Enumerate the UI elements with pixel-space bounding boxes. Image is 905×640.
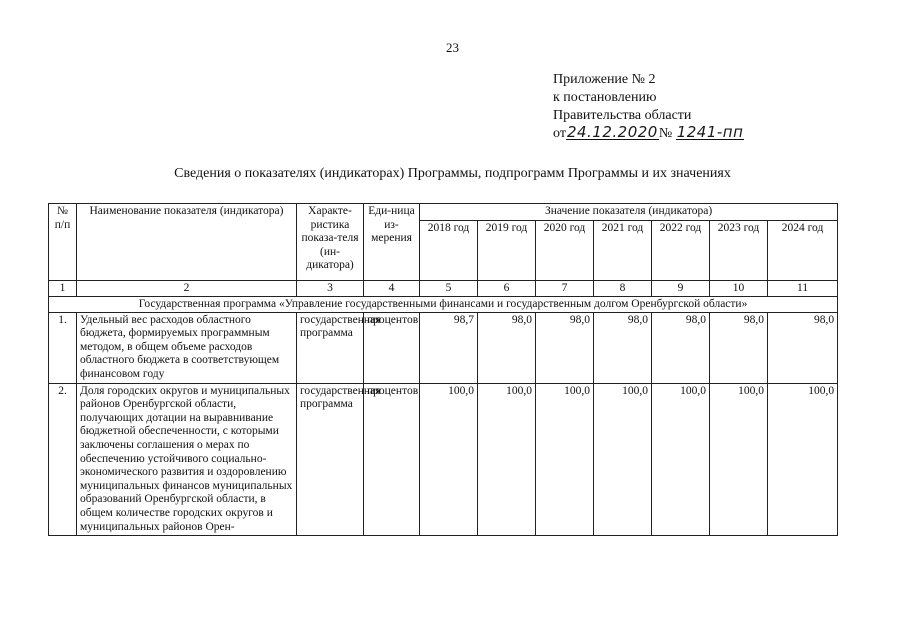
handwritten-number: 1241-пп — [676, 123, 744, 141]
column-number: 11 — [768, 280, 838, 296]
indicators-table — [48, 203, 838, 536]
table-row — [49, 312, 838, 383]
appendix-number-sign: № — [658, 126, 673, 141]
column-number-row — [49, 280, 838, 296]
indicator-value: 98,0 — [768, 312, 838, 383]
appendix-date-line — [553, 125, 744, 143]
indicator-name: Удельный вес расходов областного бюджета, формируемых программным методом, в общем объеме расходов областного бюджета в соответствующем финансовом году — [77, 312, 297, 383]
column-number: 2 — [77, 280, 297, 296]
indicator-value: 100,0 — [594, 383, 652, 536]
appendix-from-prefix: от — [553, 126, 566, 141]
indicator-value: 100,0 — [768, 383, 838, 536]
column-number: 3 — [297, 280, 364, 296]
header-no: № п/п — [49, 204, 77, 281]
section-title: Государственная программа «Управление государственными финансами и государственным долгом Оренбургской области» — [49, 296, 838, 312]
header-year: 2020 год — [536, 220, 594, 280]
header-characteristic: Характе-ристика показа-теля (ин-дикатора) — [297, 204, 364, 281]
appendix-title: Приложение № 2 — [553, 72, 656, 87]
indicator-characteristic: государственная программа — [297, 312, 364, 383]
indicator-value: 100,0 — [536, 383, 594, 536]
table-row — [49, 383, 838, 536]
indicator-value: 100,0 — [710, 383, 768, 536]
column-number: 4 — [364, 280, 420, 296]
appendix-block — [553, 71, 744, 143]
indicator-value: 98,0 — [536, 312, 594, 383]
indicator-value: 100,0 — [652, 383, 710, 536]
header-year: 2019 год — [478, 220, 536, 280]
indicator-unit: процентов — [364, 383, 420, 536]
column-number: 5 — [420, 280, 478, 296]
header-year: 2023 год — [710, 220, 768, 280]
header-name: Наименование показателя (индикатора) — [77, 204, 297, 281]
row-number: 2. — [49, 383, 77, 536]
header-year: 2022 год — [652, 220, 710, 280]
appendix-government: Правительства области — [553, 108, 692, 123]
header-values-group: Значение показателя (индикатора) — [420, 204, 838, 221]
indicator-name: Доля городских округов и муниципальных районов Оренбургской области, получающих дотации на выравнивание бюджетной обеспеченности, с которыми заключены соглашения о мерах по обеспечению устойчивого социально-экономического развития и оздоровлению муниципальных финансов муниципальных образований Оренбургской области, в общем количестве городских округов и муниципальных районов Орен- — [77, 383, 297, 536]
indicator-value: 98,0 — [652, 312, 710, 383]
indicator-value: 98,0 — [594, 312, 652, 383]
document-title: Сведения о показателях (индикаторах) Программы, подпрограмм Программы и их значениях — [174, 166, 731, 181]
indicator-value: 100,0 — [478, 383, 536, 536]
column-number: 6 — [478, 280, 536, 296]
appendix-decree: к постановлению — [553, 90, 657, 105]
header-row-1 — [49, 204, 838, 221]
header-year: 2018 год — [420, 220, 478, 280]
header-year: 2021 год — [594, 220, 652, 280]
page-number: 23 — [446, 40, 459, 55]
column-number: 9 — [652, 280, 710, 296]
handwritten-date: 24.12.2020 — [566, 123, 658, 141]
row-number: 1. — [49, 312, 77, 383]
indicator-value: 100,0 — [420, 383, 478, 536]
indicator-value: 98,0 — [478, 312, 536, 383]
indicator-unit: процентов — [364, 312, 420, 383]
header-year: 2024 год — [768, 220, 838, 280]
column-number: 10 — [710, 280, 768, 296]
indicator-characteristic: государственная программа — [297, 383, 364, 536]
column-number: 1 — [49, 280, 77, 296]
section-row — [49, 296, 838, 312]
header-unit: Еди-ница из-мерения — [364, 204, 420, 281]
column-number: 8 — [594, 280, 652, 296]
indicator-value: 98,7 — [420, 312, 478, 383]
indicator-value: 98,0 — [710, 312, 768, 383]
column-number: 7 — [536, 280, 594, 296]
